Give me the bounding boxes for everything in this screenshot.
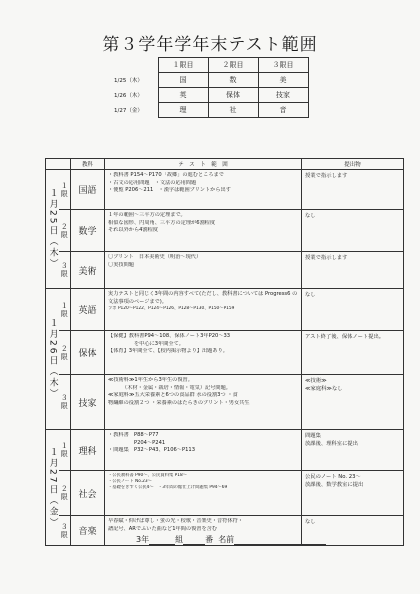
summary-date: 1/25（木）	[114, 78, 143, 84]
period-label: １限	[59, 430, 71, 471]
summary-cell: 数	[208, 73, 258, 88]
subject-name: 数学	[71, 210, 105, 252]
subject-name: 国語	[71, 170, 105, 210]
submission-notes: アスト終了後、保体ノート提出。	[302, 331, 404, 375]
range-line: １年の範囲〜三平方の定理まで。	[108, 212, 186, 218]
summary-cell: 技家	[258, 88, 308, 103]
subject-name: 理科	[71, 430, 105, 471]
subject-name: 音楽	[71, 516, 105, 546]
summary-date: 1/26（木）	[114, 93, 143, 99]
range-content	[105, 331, 302, 375]
table-row	[46, 252, 404, 289]
summary-cell: 理	[158, 103, 208, 118]
range-line: 物繊維の役割２つ ・栄養素のはたらきのプリント・男女共生	[108, 399, 250, 406]
table-header-row	[46, 159, 404, 170]
summary-header-period-2: ２限目	[208, 58, 258, 73]
table-row	[46, 375, 404, 430]
grade-label: 3年	[136, 535, 150, 544]
submission-notes: ≪技術≫ ≪家庭科≫なし	[302, 375, 404, 430]
range-line: 〇実技問題	[108, 261, 134, 268]
range-line: 実力テストと同じく3年間の内容すべて(ただし、教科書については Progress6 の文法事項のページまで)。	[108, 291, 298, 305]
submission-notes: 授業で指示します	[302, 252, 404, 289]
subject-name: 美術	[71, 252, 105, 289]
name-blank[interactable]	[234, 535, 326, 545]
summary-row	[114, 88, 308, 103]
range-line: 〇プリント 日本美術史（明治〜現代）	[108, 254, 202, 260]
day-label: １月25日（木）	[46, 170, 59, 289]
summary-cell: 英	[158, 88, 208, 103]
range-line: ・教科書 P88〜P77	[108, 432, 159, 438]
range-line: 早春賦・仰げば尊し・蛍の光・校歌・音楽史・音符休符・	[108, 518, 243, 524]
day-label: １月27日（金）	[46, 430, 59, 546]
range-line: ・古文の応用問題 ・文法の応用問題	[108, 179, 197, 186]
range-line: 譜記号、ARでふいた曲など1年間の復習を含む	[108, 525, 218, 532]
submission-notes: 問題集 放課後、理科室に提出	[302, 430, 404, 471]
subject-name: 英語	[71, 289, 105, 331]
range-line: 【保健】教科書P94〜108、保体ノート3年P20〜33	[108, 333, 231, 339]
name-label: 名前	[218, 535, 235, 544]
submission-notes: 公民のノート No. 23〜 放課後、数学教室に提出	[302, 471, 404, 516]
header-notes: 提出物	[302, 159, 404, 170]
submission-notes: 授業で指示します	[302, 170, 404, 210]
range-content	[105, 210, 302, 252]
subject-name: 技家	[71, 375, 105, 430]
period-label: ３限	[59, 375, 71, 430]
table-row	[46, 331, 404, 375]
range-line: を中心に3年間全て。	[134, 340, 184, 347]
table-row	[46, 210, 404, 252]
period-label: ２限	[59, 471, 71, 516]
number-label: 番	[205, 535, 214, 544]
period-label: ３限	[59, 516, 71, 546]
summary-header-row	[114, 58, 308, 73]
range-content	[105, 252, 302, 289]
submission-notes: なし	[302, 210, 404, 252]
class-blank[interactable]	[149, 535, 175, 545]
table-row	[46, 289, 404, 331]
student-info-line	[136, 534, 376, 545]
range-line: ・問題集 P32〜P43、P106〜P113	[108, 447, 196, 454]
range-line: （木材・金属・栽培・情報・電気）記号問題。	[122, 384, 231, 391]
table-row	[46, 170, 404, 210]
summary-cell: 社	[208, 103, 258, 118]
summary-row	[114, 103, 308, 118]
day-label: １月26日（木）	[46, 289, 59, 430]
range-line: ラボ P120〜P122、P124〜P126、P128〜P130、P150〜P159	[108, 306, 235, 312]
table-row	[46, 471, 404, 516]
period-label: １限	[59, 289, 71, 331]
range-content	[105, 430, 302, 471]
range-line: ・教科書 P154〜P170「故郷」の進むところまで	[108, 172, 224, 178]
summary-cell: 音	[258, 103, 308, 118]
number-blank[interactable]	[183, 535, 205, 545]
summary-cell: 国	[158, 73, 208, 88]
schedule-summary-table	[114, 57, 309, 118]
period-label: ３限	[59, 252, 71, 289]
summary-header-period-3: ３限目	[258, 58, 308, 73]
period-label: ２限	[59, 331, 71, 375]
range-line: ・基礎をきずく公民4〜 ・3年間の総仕上げ問題集 P94〜69	[108, 485, 228, 491]
range-content	[105, 170, 302, 210]
submission-notes: なし	[302, 516, 404, 546]
test-range-table	[45, 158, 404, 546]
summary-cell: 保体	[208, 88, 258, 103]
range-line: ・便覧 P206〜211 ・漢字は範囲プリントから出す	[108, 187, 231, 194]
range-line: ・公民ノート No.23〜	[108, 479, 152, 485]
class-label: 組	[175, 535, 184, 544]
summary-header-period-1: １限目	[158, 58, 208, 73]
range-content	[105, 289, 302, 331]
range-line: P204〜P241	[108, 439, 166, 446]
page-title: 第３学年学年末テスト範囲	[102, 35, 318, 55]
range-content	[105, 471, 302, 516]
range-line: 相似な図形、円周角、三平方の定理が6割程度	[108, 219, 216, 226]
period-label: ２限	[59, 210, 71, 252]
range-content	[105, 375, 302, 430]
submission-notes: なし	[302, 289, 404, 331]
range-line: それ以外から4割程度	[108, 227, 158, 234]
range-line: ・公民教科書 P90〜、公民資料集 P18〜	[108, 473, 188, 478]
summary-row	[114, 73, 308, 88]
subject-name: 保体	[71, 331, 105, 375]
subject-name: 社会	[71, 471, 105, 516]
summary-date: 1/27（金）	[114, 108, 143, 114]
table-row	[46, 430, 404, 471]
summary-cell: 美	[258, 73, 308, 88]
header-subject: 教科	[71, 159, 105, 170]
header-content: テ ス ト 範 囲	[105, 159, 302, 170]
period-label: １限	[59, 170, 71, 210]
range-line: 【体育】3年間全て、【校内掲示物より】出題あり。	[108, 348, 228, 355]
range-line: ≪家庭科≫五大栄養素と6つの食品群 水の役割3つ ・食	[108, 392, 238, 399]
range-line: ≪技術科≫1年生から3年生の復習。	[108, 377, 193, 383]
